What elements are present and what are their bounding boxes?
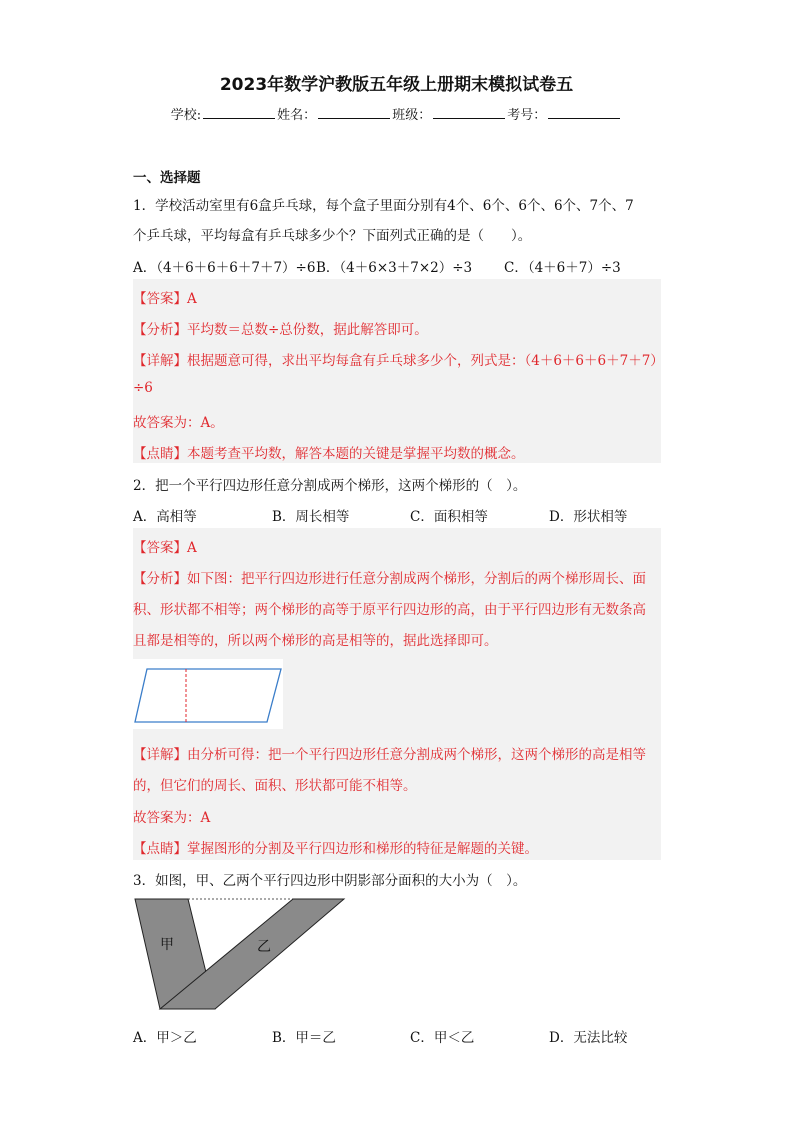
q2-answer: 【答案】A [133,540,197,556]
q1-comment: 【点睛】本题考查平均数，解答本题的关键是掌握平均数的概念。 [133,446,525,462]
school-label: 学校: [170,108,202,123]
q3-option-b: B．甲＝乙 [272,1030,336,1046]
number-label: 考号： [507,108,547,123]
q1-stem-line2: 个乒乓球，平均每盒有乒乓球多少个？下面列式正确的是（ ）。 [133,228,532,244]
q1-analysis: 【分析】平均数＝总数÷总份数，据此解答即可。 [133,322,428,338]
q2-conclusion: 故答案为：A [133,810,211,826]
q1-solution-box [133,279,661,463]
q1-option-a: A．（4＋6＋6＋6＋7＋7）÷6 [133,260,316,276]
q2-option-a: A．高相等 [133,509,197,525]
class-label: 班级： [392,108,432,123]
q1-stem-line1: 1．学校活动室里有6盒乒乓球，每个盒子里面分别有4个、6个、6个、6个、7个、7 [133,198,634,214]
q2-analysis-line1: 【分析】如下图：把平行四边形进行任意分割成两个梯形，分割后的两个梯形周长、面 [133,571,646,587]
label-jia: 甲 [160,937,174,953]
q1-conclusion: 故答案为：A。 [133,415,224,431]
school-blank[interactable] [203,106,275,119]
q2-comment: 【点睛】掌握图形的分割及平行四边形和梯形的特征是解题的关键。 [133,841,538,857]
q2-stem: 2．把一个平行四边形任意分割成两个梯形，这两个梯形的（ ）。 [133,478,527,494]
section-heading: 一、选择题 [133,170,201,186]
q2-analysis-line3: 且都是相等的，所以两个梯形的高是相等的，据此选择即可。 [133,633,498,649]
q3-option-a: A．甲＞乙 [133,1030,197,1046]
q2-analysis-line2: 积、形状都不相等；两个梯形的高等于原平行四边形的高，由于平行四边形有无数条高 [133,602,646,618]
number-blank[interactable] [548,106,620,119]
q2-detail-line1: 【详解】由分析可得：把一个平行四边形任意分割成两个梯形，这两个梯形的高是相等 [133,747,646,763]
q3-stem: 3．如图，甲、乙两个平行四边形中阴影部分面积的大小为（ ）。 [133,873,527,889]
student-info-line [0,104,793,123]
q2-option-d: D．形状相等 [549,509,628,525]
q1-answer: 【答案】A [133,291,197,307]
q1-detail-line2: ÷6 [133,380,153,396]
class-blank[interactable] [433,106,505,119]
shaded-parallelograms-figure [133,893,353,1013]
page-title: 2023年数学沪教版五年级上册期末模拟试卷五 [219,75,574,95]
label-yi: 乙 [257,939,271,955]
name-blank[interactable] [318,106,390,119]
q2-option-c: C．面积相等 [410,509,488,525]
q2-option-b: B．周长相等 [272,509,350,525]
q1-detail-line1: 【详解】根据题意可得，求出平均每盒有乒乓球多少个，列式是：（4＋6＋6＋6＋7＋7） [133,353,664,369]
q2-detail-line2: 的，但它们的周长、面积、形状都可能不相等。 [133,778,417,794]
parallelogram-split-figure [133,659,283,729]
q1-option-c: C．（4＋6＋7）÷3 [504,260,621,276]
q3-option-c: C．甲＜乙 [410,1030,475,1046]
q1-option-b: B．（4＋6×3＋7×2）÷3 [316,260,473,276]
name-label: 姓名： [277,108,317,123]
q3-option-d: D．无法比较 [549,1030,628,1046]
